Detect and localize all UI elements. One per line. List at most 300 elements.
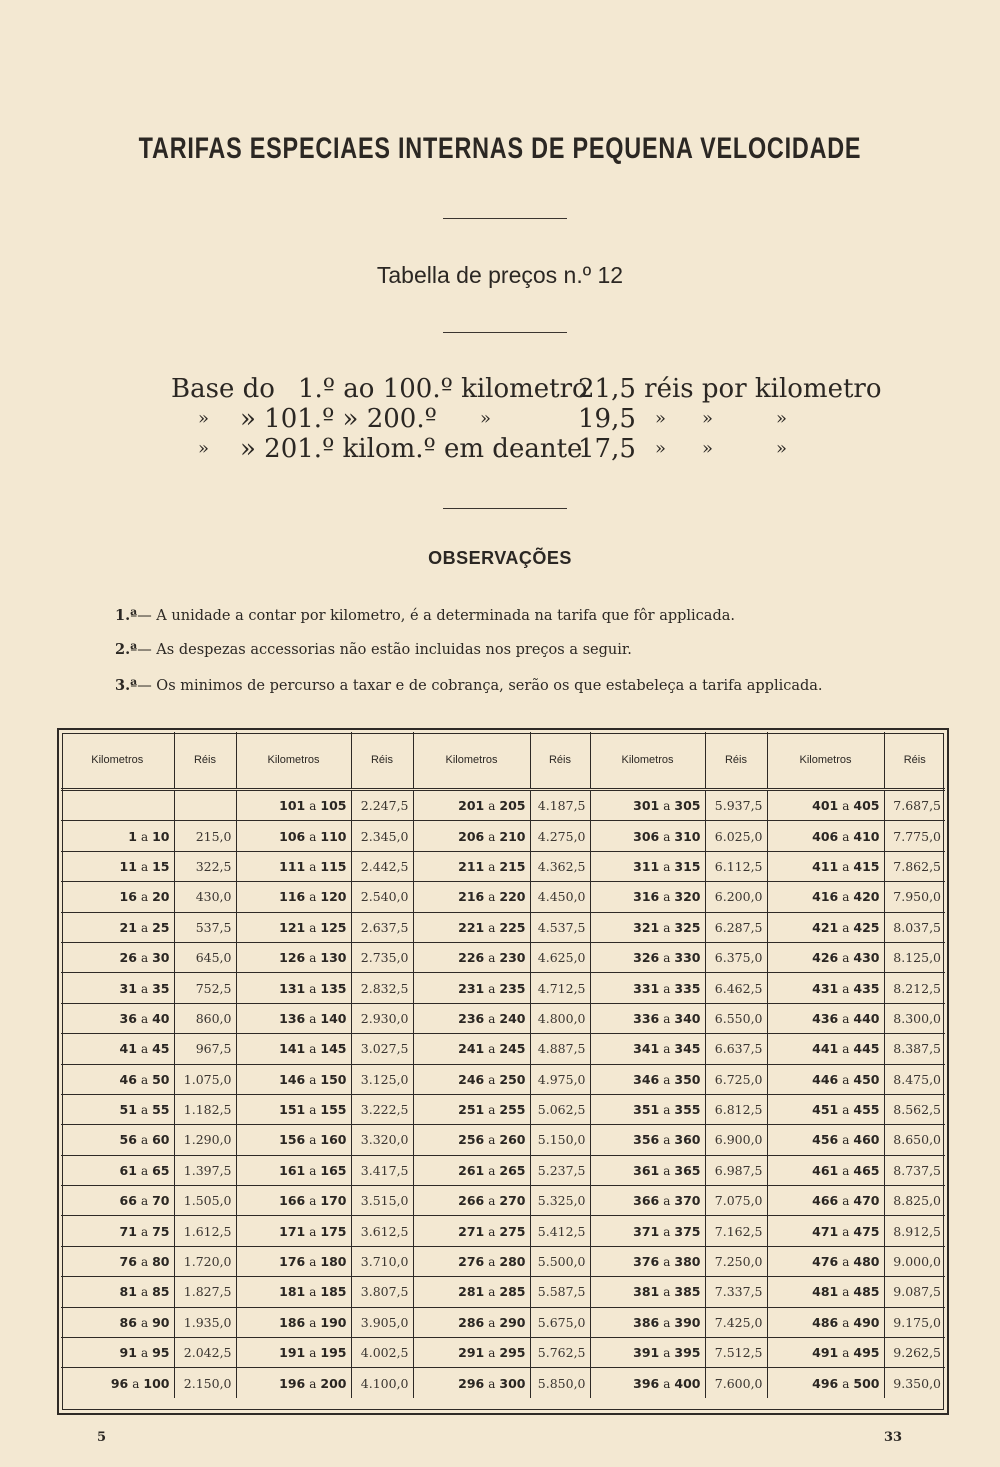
km-to: 295 bbox=[499, 1345, 526, 1361]
km-to: 485 bbox=[853, 1284, 880, 1300]
km-connector: a bbox=[309, 1011, 317, 1026]
km-from: 411 bbox=[812, 858, 839, 874]
km-range-cell bbox=[236, 1307, 351, 1337]
table-row bbox=[61, 821, 945, 851]
km-to: 55 bbox=[152, 1102, 170, 1118]
reis-price-cell: 7.425,0 bbox=[705, 1307, 767, 1337]
reis-price-cell: 2.735,0 bbox=[351, 942, 413, 972]
km-to: 235 bbox=[499, 980, 526, 996]
km-from: 31 bbox=[119, 980, 137, 996]
km-from: 191 bbox=[279, 1345, 306, 1361]
base-row-2-label: » bbox=[198, 408, 210, 429]
reis-price-cell: 3.515,0 bbox=[351, 1186, 413, 1216]
km-connector: a bbox=[309, 1072, 317, 1087]
reis-price-cell: 4.625,0 bbox=[530, 942, 590, 972]
km-connector: a bbox=[140, 981, 149, 996]
km-from: 96 bbox=[110, 1375, 129, 1391]
km-from: 186 bbox=[279, 1314, 306, 1330]
km-to: 245 bbox=[499, 1041, 526, 1057]
km-range-cell bbox=[767, 821, 884, 851]
km-range-cell bbox=[236, 1034, 351, 1064]
observacao-number: 2.ª bbox=[115, 641, 138, 658]
km-range-cell bbox=[590, 973, 705, 1003]
km-from: 281 bbox=[458, 1284, 485, 1300]
km-range-cell bbox=[590, 1338, 705, 1368]
km-to: 140 bbox=[320, 1010, 347, 1026]
header-reis: Réis bbox=[884, 732, 945, 790]
km-range-cell bbox=[413, 1246, 530, 1276]
reis-price-cell: 3.807,5 bbox=[351, 1277, 413, 1307]
km-to: 280 bbox=[499, 1254, 526, 1270]
km-connector: a bbox=[309, 829, 317, 844]
km-from: 141 bbox=[279, 1041, 306, 1057]
reis-price-cell: 2.042,5 bbox=[174, 1338, 236, 1368]
km-range-cell bbox=[590, 1368, 705, 1398]
header-kilometros: Kilometros bbox=[590, 732, 705, 790]
km-connector: a bbox=[663, 1103, 671, 1118]
km-range-cell bbox=[767, 1155, 884, 1185]
reis-price-cell: 9.350,0 bbox=[884, 1368, 945, 1398]
km-range-cell bbox=[61, 1094, 174, 1124]
km-range-cell bbox=[236, 912, 351, 942]
km-connector: a bbox=[309, 1285, 317, 1300]
km-from: 481 bbox=[812, 1284, 839, 1300]
km-to: 145 bbox=[320, 1041, 347, 1057]
km-from: 386 bbox=[633, 1314, 660, 1330]
km-from: 391 bbox=[633, 1345, 660, 1361]
km-range-cell bbox=[767, 1003, 884, 1033]
km-from: 251 bbox=[458, 1102, 485, 1118]
km-from: 216 bbox=[458, 889, 485, 905]
km-from: 176 bbox=[279, 1254, 306, 1270]
km-connector: a bbox=[842, 1315, 850, 1330]
km-from: 86 bbox=[119, 1314, 137, 1330]
km-to: 120 bbox=[320, 889, 347, 905]
km-to: 150 bbox=[320, 1071, 347, 1087]
km-from: 306 bbox=[633, 828, 660, 844]
km-to: 265 bbox=[499, 1162, 526, 1178]
km-range-cell bbox=[767, 1277, 884, 1307]
km-connector: a bbox=[140, 1042, 149, 1057]
km-connector: a bbox=[140, 951, 149, 966]
km-from: 461 bbox=[812, 1162, 839, 1178]
reis-price-cell: 4.100,0 bbox=[351, 1368, 413, 1398]
reis-price-cell: 7.075,0 bbox=[705, 1186, 767, 1216]
km-connector: a bbox=[842, 1285, 850, 1300]
reis-price-cell: 3.222,5 bbox=[351, 1094, 413, 1124]
km-connector: a bbox=[140, 1346, 149, 1361]
km-connector: a bbox=[309, 890, 317, 905]
km-from: 491 bbox=[812, 1345, 839, 1361]
reis-price-cell: 2.150,0 bbox=[174, 1368, 236, 1398]
km-range-cell bbox=[413, 1094, 530, 1124]
km-from: 416 bbox=[812, 889, 839, 905]
km-range-cell bbox=[590, 1246, 705, 1276]
reis-price-cell: 3.612,5 bbox=[351, 1216, 413, 1246]
reis-price-cell: 9.087,5 bbox=[884, 1277, 945, 1307]
reis-price-cell: 9.000,0 bbox=[884, 1246, 945, 1276]
km-from: 311 bbox=[633, 858, 660, 874]
observacao-text: — As despezas accessorias não estão incluidas nos preços a seguir. bbox=[137, 642, 632, 658]
header-reis: Réis bbox=[174, 732, 236, 790]
reis-price-cell: 537,5 bbox=[174, 912, 236, 942]
reis-price-cell: 3.905,0 bbox=[351, 1307, 413, 1337]
km-range-cell bbox=[413, 973, 530, 1003]
km-from: 406 bbox=[812, 828, 839, 844]
km-to: 300 bbox=[499, 1375, 526, 1391]
km-range-cell bbox=[61, 882, 174, 912]
base-row-2-ditto-3: » bbox=[702, 408, 714, 429]
reis-price-cell: 1.397,5 bbox=[174, 1155, 236, 1185]
km-range-cell bbox=[236, 821, 351, 851]
reis-price-cell: 3.417,5 bbox=[351, 1155, 413, 1185]
reis-price-cell: 4.275,0 bbox=[530, 821, 590, 851]
km-to: 195 bbox=[320, 1345, 347, 1361]
reis-price-cell: 8.825,0 bbox=[884, 1186, 945, 1216]
km-from: 356 bbox=[633, 1132, 660, 1148]
km-to: 20 bbox=[152, 889, 170, 905]
km-from: 401 bbox=[812, 798, 839, 814]
km-to: 435 bbox=[853, 980, 880, 996]
km-from: 286 bbox=[458, 1314, 485, 1330]
reis-price-cell: 6.987,5 bbox=[705, 1155, 767, 1185]
km-to: 225 bbox=[499, 919, 526, 935]
base-row-3-rate: 17,5 bbox=[578, 434, 636, 464]
reis-price-cell: 8.212,5 bbox=[884, 973, 945, 1003]
km-range-cell bbox=[61, 1216, 174, 1246]
km-from: 76 bbox=[119, 1254, 137, 1270]
table-row bbox=[61, 1368, 945, 1398]
reis-price-cell: 322,5 bbox=[174, 851, 236, 881]
reis-price-cell: 967,5 bbox=[174, 1034, 236, 1064]
km-to: 335 bbox=[674, 980, 701, 996]
km-from: 101 bbox=[279, 798, 306, 814]
km-from: 346 bbox=[633, 1071, 660, 1087]
km-from: 266 bbox=[458, 1193, 485, 1209]
base-row-3-ditto-4: » bbox=[776, 438, 788, 459]
km-connector: a bbox=[842, 1133, 850, 1148]
km-range-cell bbox=[590, 821, 705, 851]
reis-price-cell: 8.387,5 bbox=[884, 1034, 945, 1064]
km-from: 11 bbox=[119, 858, 137, 874]
reis-price-cell: 2.345,0 bbox=[351, 821, 413, 851]
km-range-cell bbox=[767, 1034, 884, 1064]
km-to: 400 bbox=[674, 1375, 701, 1391]
km-range-cell bbox=[413, 821, 530, 851]
reis-price-cell: 5.675,0 bbox=[530, 1307, 590, 1337]
km-from: 166 bbox=[279, 1193, 306, 1209]
km-from: 121 bbox=[279, 919, 306, 935]
table-row bbox=[61, 1064, 945, 1094]
reis-price-cell: 8.737,5 bbox=[884, 1155, 945, 1185]
km-range-cell bbox=[590, 882, 705, 912]
reis-price-cell: 6.200,0 bbox=[705, 882, 767, 912]
km-connector: a bbox=[663, 1285, 671, 1300]
km-from: 451 bbox=[812, 1102, 839, 1118]
km-connector: a bbox=[842, 981, 850, 996]
km-from: 431 bbox=[812, 980, 839, 996]
km-connector: a bbox=[140, 1072, 149, 1087]
km-range-cell bbox=[767, 942, 884, 972]
km-connector: a bbox=[663, 1224, 671, 1239]
header-reis: Réis bbox=[530, 732, 590, 790]
header-kilometros: Kilometros bbox=[413, 732, 530, 790]
km-connector: a bbox=[663, 981, 671, 996]
km-range-cell bbox=[236, 1003, 351, 1033]
km-to: 500 bbox=[853, 1375, 880, 1391]
table-row bbox=[61, 851, 945, 881]
km-connector: a bbox=[140, 890, 149, 905]
km-from: 26 bbox=[119, 950, 137, 966]
km-to: 355 bbox=[674, 1102, 701, 1118]
km-to: 370 bbox=[674, 1193, 701, 1209]
reis-price-cell: 8.125,0 bbox=[884, 942, 945, 972]
km-from: 366 bbox=[633, 1193, 660, 1209]
km-to: 495 bbox=[853, 1345, 880, 1361]
km-range-cell bbox=[61, 821, 174, 851]
km-range-cell bbox=[236, 1246, 351, 1276]
reis-price-cell: 5.500,0 bbox=[530, 1246, 590, 1276]
divider-rule bbox=[443, 508, 567, 509]
km-range-cell bbox=[590, 1155, 705, 1185]
km-to: 275 bbox=[499, 1223, 526, 1239]
km-to: 125 bbox=[320, 919, 347, 935]
km-connector: a bbox=[842, 1346, 850, 1361]
km-range-cell bbox=[61, 1186, 174, 1216]
km-from: 471 bbox=[812, 1223, 839, 1239]
km-connector: a bbox=[309, 981, 317, 996]
km-from: 211 bbox=[458, 858, 485, 874]
reis-price-cell: 7.250,0 bbox=[705, 1246, 767, 1276]
km-range-cell bbox=[413, 1186, 530, 1216]
page-number-right: 33 bbox=[884, 1430, 903, 1445]
base-row-2-rate: 19,5 bbox=[578, 404, 636, 434]
km-range-cell bbox=[590, 851, 705, 881]
km-range-cell bbox=[236, 851, 351, 881]
km-to: 405 bbox=[853, 798, 880, 814]
km-to: 450 bbox=[853, 1071, 880, 1087]
observacao-number: 1.ª bbox=[115, 607, 138, 624]
km-connector: a bbox=[309, 1346, 317, 1361]
reis-price-cell: 2.930,0 bbox=[351, 1003, 413, 1033]
km-from: 241 bbox=[458, 1041, 485, 1057]
km-connector: a bbox=[663, 1315, 671, 1330]
km-from: 41 bbox=[119, 1041, 137, 1057]
price-table bbox=[61, 732, 945, 1398]
km-connector: a bbox=[663, 1194, 671, 1209]
reis-price-cell: 3.320,0 bbox=[351, 1125, 413, 1155]
km-to: 50 bbox=[152, 1071, 170, 1087]
km-to: 155 bbox=[320, 1102, 347, 1118]
km-connector: a bbox=[842, 829, 850, 844]
km-from: 236 bbox=[458, 1010, 485, 1026]
km-connector: a bbox=[309, 951, 317, 966]
reis-price-cell: 6.287,5 bbox=[705, 912, 767, 942]
km-connector: a bbox=[842, 1072, 850, 1087]
km-connector: a bbox=[309, 1103, 317, 1118]
reis-price-cell: 7.162,5 bbox=[705, 1216, 767, 1246]
reis-price-cell: 7.862,5 bbox=[884, 851, 945, 881]
observacoes-heading: OBSERVAÇÕES bbox=[428, 548, 572, 568]
km-connector: a bbox=[488, 1285, 496, 1300]
header-kilometros: Kilometros bbox=[236, 732, 351, 790]
km-to: 315 bbox=[674, 858, 701, 874]
km-connector: a bbox=[488, 951, 496, 966]
km-to: 430 bbox=[853, 950, 880, 966]
km-to: 490 bbox=[853, 1314, 880, 1330]
km-range-cell bbox=[590, 1003, 705, 1033]
km-range-cell bbox=[236, 1216, 351, 1246]
km-connector: a bbox=[842, 1224, 850, 1239]
km-from: 351 bbox=[633, 1102, 660, 1118]
table-row bbox=[61, 1277, 945, 1307]
km-to: 100 bbox=[143, 1375, 170, 1391]
km-range-cell bbox=[767, 1338, 884, 1368]
km-to: 415 bbox=[853, 858, 880, 874]
km-connector: a bbox=[140, 1163, 149, 1178]
km-connector: a bbox=[488, 1194, 496, 1209]
km-from: 426 bbox=[812, 950, 839, 966]
reis-price-cell: 1.720,0 bbox=[174, 1246, 236, 1276]
divider-rule bbox=[443, 218, 567, 219]
reis-price-cell: 860,0 bbox=[174, 1003, 236, 1033]
reis-price-cell: 6.900,0 bbox=[705, 1125, 767, 1155]
km-connector: a bbox=[140, 1194, 149, 1209]
reis-price-cell: 8.650,0 bbox=[884, 1125, 945, 1155]
km-from: 456 bbox=[812, 1132, 839, 1148]
km-from: 486 bbox=[812, 1314, 839, 1330]
km-connector: a bbox=[842, 859, 850, 874]
km-to: 205 bbox=[499, 798, 526, 814]
km-to: 210 bbox=[499, 828, 526, 844]
km-range-cell bbox=[767, 973, 884, 1003]
km-range-cell bbox=[590, 1307, 705, 1337]
km-range-cell bbox=[767, 1186, 884, 1216]
km-range-cell bbox=[61, 1003, 174, 1033]
km-connector: a bbox=[140, 920, 149, 935]
km-to: 350 bbox=[674, 1071, 701, 1087]
km-to: 385 bbox=[674, 1284, 701, 1300]
reis-price-cell: 6.550,0 bbox=[705, 1003, 767, 1033]
km-range-cell bbox=[236, 1368, 351, 1398]
base-row-2-range: » 101.º » 200.º bbox=[240, 404, 437, 434]
base-row-3-ditto-3: » bbox=[702, 438, 714, 459]
base-row-3-range: » 201.º kilom.º em deante bbox=[240, 434, 583, 464]
km-to: 480 bbox=[853, 1254, 880, 1270]
header-kilometros: Kilometros bbox=[61, 732, 174, 790]
km-range-cell bbox=[236, 1186, 351, 1216]
km-from: 436 bbox=[812, 1010, 839, 1026]
km-range-cell bbox=[413, 882, 530, 912]
km-from: 136 bbox=[279, 1010, 306, 1026]
km-connector: a bbox=[488, 890, 496, 905]
reis-price-cell: 4.362,5 bbox=[530, 851, 590, 881]
km-to: 35 bbox=[152, 980, 170, 996]
km-connector: a bbox=[488, 799, 496, 814]
reis-price-cell: 1.290,0 bbox=[174, 1125, 236, 1155]
km-from: 16 bbox=[119, 889, 137, 905]
reis-price-cell bbox=[174, 790, 236, 821]
km-to: 30 bbox=[152, 950, 170, 966]
table-row bbox=[61, 1003, 945, 1033]
km-connector: a bbox=[140, 1285, 149, 1300]
km-range-cell bbox=[767, 912, 884, 942]
km-connector: a bbox=[309, 1315, 317, 1330]
km-from: 341 bbox=[633, 1041, 660, 1057]
km-connector: a bbox=[842, 1103, 850, 1118]
km-connector: a bbox=[488, 920, 496, 935]
km-range-cell bbox=[236, 882, 351, 912]
km-range-cell bbox=[236, 973, 351, 1003]
km-to: 200 bbox=[320, 1375, 347, 1391]
km-from: 66 bbox=[119, 1193, 137, 1209]
km-from: 46 bbox=[119, 1071, 137, 1087]
km-to: 365 bbox=[674, 1162, 701, 1178]
km-to: 115 bbox=[320, 858, 347, 874]
km-range-cell bbox=[61, 942, 174, 972]
km-from: 271 bbox=[458, 1223, 485, 1239]
km-to: 10 bbox=[152, 828, 170, 844]
km-to: 285 bbox=[499, 1284, 526, 1300]
reis-price-cell: 7.775,0 bbox=[884, 821, 945, 851]
km-to: 230 bbox=[499, 950, 526, 966]
km-connector: a bbox=[842, 799, 850, 814]
km-connector: a bbox=[663, 890, 671, 905]
reis-price-cell: 1.827,5 bbox=[174, 1277, 236, 1307]
km-range-cell bbox=[413, 912, 530, 942]
km-to: 110 bbox=[320, 828, 347, 844]
reis-price-cell: 5.587,5 bbox=[530, 1277, 590, 1307]
km-connector: a bbox=[309, 859, 317, 874]
table-row bbox=[61, 973, 945, 1003]
km-connector: a bbox=[140, 1103, 149, 1118]
km-range-cell bbox=[590, 1094, 705, 1124]
table-row bbox=[61, 1034, 945, 1064]
km-to: 455 bbox=[853, 1102, 880, 1118]
observacao-1 bbox=[115, 607, 735, 624]
km-connector: a bbox=[842, 1376, 850, 1391]
divider-rule bbox=[443, 332, 567, 333]
km-connector: a bbox=[488, 1072, 496, 1087]
observacao-3 bbox=[115, 677, 823, 694]
reis-price-cell: 2.247,5 bbox=[351, 790, 413, 821]
km-connector: a bbox=[488, 1315, 496, 1330]
km-from: 361 bbox=[633, 1162, 660, 1178]
km-to: 305 bbox=[674, 798, 701, 814]
reis-price-cell: 5.325,0 bbox=[530, 1186, 590, 1216]
km-to: 250 bbox=[499, 1071, 526, 1087]
km-from: 476 bbox=[812, 1254, 839, 1270]
km-to: 390 bbox=[674, 1314, 701, 1330]
km-connector: a bbox=[140, 1011, 149, 1026]
reis-price-cell: 4.975,0 bbox=[530, 1064, 590, 1094]
km-range-cell bbox=[413, 1034, 530, 1064]
km-connector: a bbox=[663, 951, 671, 966]
reis-price-cell: 3.125,0 bbox=[351, 1064, 413, 1094]
km-from: 276 bbox=[458, 1254, 485, 1270]
km-range-cell bbox=[236, 1094, 351, 1124]
km-range-cell bbox=[767, 1125, 884, 1155]
km-to: 165 bbox=[320, 1162, 347, 1178]
base-row-2-ditto-4: » bbox=[776, 408, 788, 429]
reis-price-cell: 752,5 bbox=[174, 973, 236, 1003]
km-to: 40 bbox=[152, 1010, 170, 1026]
km-range-cell bbox=[767, 851, 884, 881]
km-range-cell bbox=[590, 1064, 705, 1094]
table-row bbox=[61, 1338, 945, 1368]
km-range-cell bbox=[413, 851, 530, 881]
km-to: 185 bbox=[320, 1284, 347, 1300]
